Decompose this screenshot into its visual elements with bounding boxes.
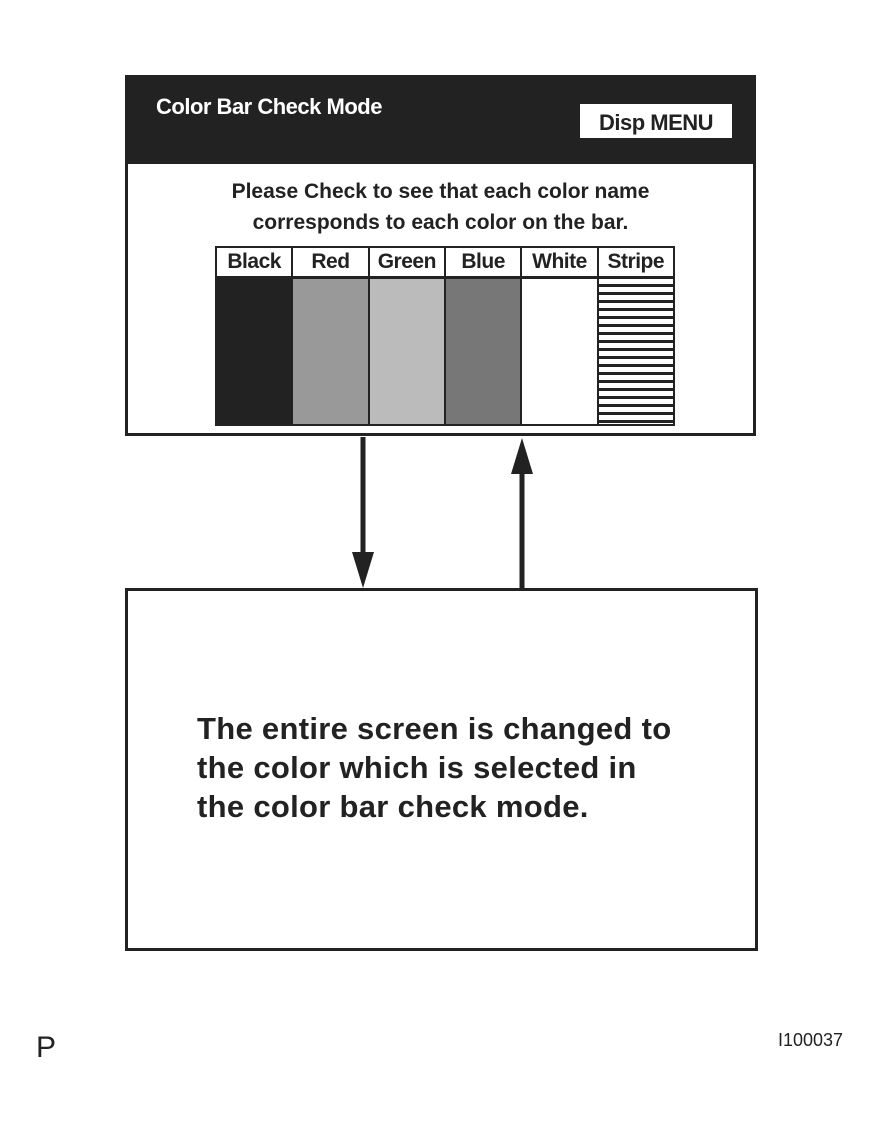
disp-menu-button[interactable]: Disp MENU bbox=[580, 104, 732, 138]
title-bar bbox=[128, 78, 753, 164]
color-label: Red bbox=[293, 248, 367, 279]
color-label: Black bbox=[217, 248, 291, 279]
screen-title: Color Bar Check Mode bbox=[156, 94, 382, 119]
color-column-white[interactable] bbox=[522, 248, 598, 424]
instruction-text bbox=[128, 176, 753, 238]
color-column-stripe[interactable] bbox=[599, 248, 673, 424]
color-swatch bbox=[293, 279, 367, 424]
down-arrow bbox=[352, 437, 374, 588]
corner-letter: P bbox=[36, 1031, 57, 1064]
color-label: Blue bbox=[446, 248, 520, 279]
instruction-line-1: Please Check to see that each color name bbox=[231, 180, 650, 203]
color-swatch bbox=[217, 279, 291, 424]
color-swatch bbox=[522, 279, 596, 424]
color-column-blue[interactable] bbox=[446, 248, 522, 424]
color-label: Green bbox=[370, 248, 444, 279]
color-column-red[interactable] bbox=[293, 248, 369, 424]
color-swatch bbox=[599, 279, 673, 424]
instruction-line-2: corresponds to each color on the bar. bbox=[252, 211, 629, 234]
up-arrow bbox=[511, 438, 533, 588]
color-label: White bbox=[522, 248, 596, 279]
color-column-black[interactable] bbox=[217, 248, 293, 424]
color-column-green[interactable] bbox=[370, 248, 446, 424]
color-label: Stripe bbox=[599, 248, 673, 279]
result-description: The entire screen is changed to the color which is selected in the color bar check mode. bbox=[197, 711, 672, 824]
color-swatch bbox=[446, 279, 520, 424]
color-bar-table bbox=[215, 246, 675, 426]
figure-id: I100037 bbox=[778, 1030, 844, 1050]
color-bar-check-screen bbox=[125, 75, 756, 436]
full-color-screen bbox=[125, 588, 758, 951]
color-swatch bbox=[370, 279, 444, 424]
